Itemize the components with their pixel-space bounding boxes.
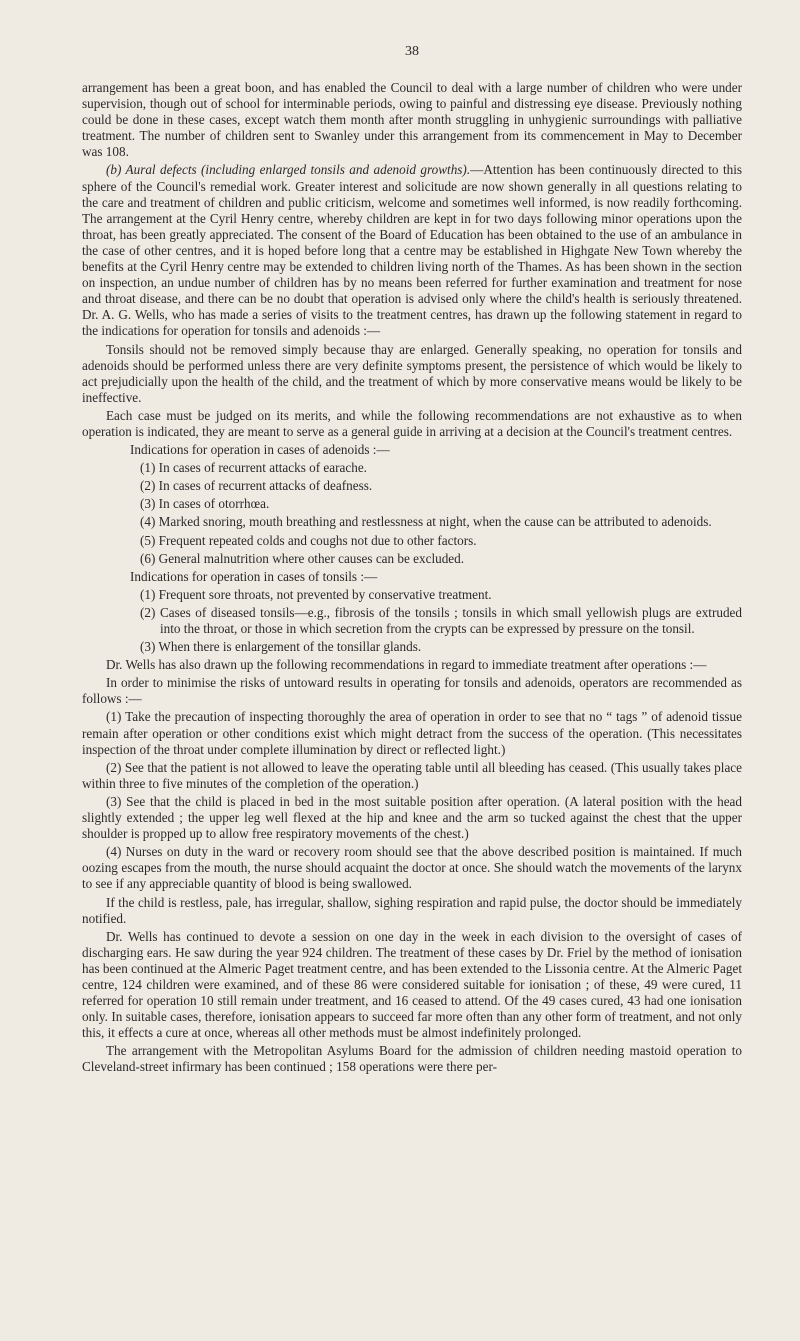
list-item: (1) In cases of recurrent attacks of earache. [140,460,367,476]
minimise-risks-intro: In order to minimise the risks of untoward results in operating for tonsils and adenoids, operators are recommended as follows :— [82,675,742,707]
list-item: (2) In cases of recurrent attacks of deafness. [140,478,373,494]
list-item: (3) When there is enlargement of the tonsillar glands. [140,639,422,655]
tonsils-list [82,587,742,655]
list-item: (5) Frequent repeated colds and coughs not due to other factors. [140,532,477,548]
tonsils-heading: Indications for operation in cases of tonsils :— [130,568,378,584]
list-item: (3) In cases of otorrhœa. [140,496,270,512]
aural-defects-label: (b) Aural defects (including enlarged tonsils and adenoid growths). [106,162,471,178]
list-item: (1) Take the precaution of inspecting thoroughly the area of operation in order to see that no “ tags ” of adenoid tissue remain after operation or other conditions exist which might detract from the success of the operation. (This necessitates inspection of the throat under complete illumination by direct or reflected light.) [82,709,742,757]
list-item: (6) General malnutrition where other causes can be excluded. [140,550,465,566]
list-item: (1) Frequent sore throats, not prevented by conservative treatment. [140,586,492,602]
list-item: If the child is restless, pale, has irregular, shallow, sighing respiration and rapid pulse, the doctor should be immediately notified. [82,894,742,926]
aural-defects-text: —Attention has been continuously directed to this sphere of the Council's remedial work. Greater interest and solicitude are now shown generally in all questions relating to the care and treatment of children and public criticism, welcome and sometimes well informed, is now readily forthcoming. The arrangement at the Cyril Henry centre, whereby children are kept in for two days following minor operations upon the throat, has been greatly appreciated. The consent of the Board of Education has been obtained to the use of an ambulance in the case of other centres, and it is hoped before long that a centre may be established in Highgate New Town whereby the benefits at the Cyril Henry centre may be extended to children living north of the Thames. As has been shown in the section on inspection, an undue number of children has by no means been referred for further examination and treatment for nose and throat disease, and there can be no doubt that operation is advised only where the child's health is seriously threatened. Dr. A. G. Wells, who has made a series of visits to the treatment centres, has drawn up the following statement in regard to the indications for operation for tonsils and adenoids :— [82,162,742,339]
list-item: (4) Marked snoring, mouth breathing and restlessness at night, when the cause can be attributed to adenoids. [140,514,712,530]
tonsils-paragraph: Tonsils should not be removed simply because thay are enlarged. Generally speaking, no operation for tonsils and adenoids should be performed unless there are very definite symptoms present, the persistence of which would be likely to act prejudicially upon the health of the child, and the treatment of which by more conservative means would be likely to be ineffective. [82,341,742,405]
each-case-paragraph: Each case must be judged on its merits, and while the following recommendations are not exhaustive as to when operation is indicated, they are meant to serve as a general guide in arriving at a decision at the Council's treatment centres. [82,407,742,439]
adenoids-heading: Indications for operation in cases of adenoids :— [130,442,390,458]
list-item: (2) See that the patient is not allowed to leave the operating table until all bleeding has ceased. (This usually takes place within three to five minutes of the completion of the operation.) [82,759,742,791]
recommendations-list [82,709,742,926]
list-item: (4) Nurses on duty in the ward or recovery room should see that the above described position is maintained. If much oozing escapes from the mouth, the nurse should acquaint the doctor at once. She should watch the movements of the larynx to see if any appreciable quantity of blood is being swallowed. [82,844,742,892]
adenoids-list [82,460,742,567]
list-item: (2) Cases of diseased tonsils—e.g., fibrosis of the tonsils ; tonsils in which small yellowish plugs are extruded into the throat, or those in which secretion from the crypts can be expressed by pressure on the tonsil. [140,604,742,636]
page-number: 38 [405,44,419,59]
ionisation-paragraph: Dr. Wells has continued to devote a session on one day in the week in each division to the oversight of cases of discharging ears. He saw during the year 924 children. The treatment of these cases by Dr. Friel by the method of ionisation has been continued at the Almeric Paget treatment centre, and has been extended to the Lissonia centre. At the Almeric Paget centre, 124 children were examined, and of these 86 were considered suitable for ionisation ; of these, 49 were cured, 11 referred for operation 10 still remain under treatment, and 16 ceased to attend. Of the 49 cases cured, 43 had one ionisation only. In suitable cases, therefore, ionisation appears to succeed far more often than any other form of treatment, and not only this, it effects a cure at once, whereas all other methods must be almost indefinitely prolonged. [82,928,742,1041]
aural-defects-paragraph [82,162,742,339]
after-operations-intro: Dr. Wells has also drawn up the following recommendations in regard to immediate treatment after operations :— [106,657,707,673]
list-item: (3) See that the child is placed in bed in the most suitable position after operation. (A lateral position with the head slightly extended ; the upper leg well flexed at the hip and knee and the arm so tucked against the chest that the upper shoulder is propped up to allow free respiratory movements of the chest.) [82,793,742,842]
intro-paragraph: arrangement has been a great boon, and has enabled the Council to deal with a large number of children who were under supervision, though out of school for interminable periods, owing to painful and distressing eye disease. Previously nothing could be done in these cases, except watch them month after month struggling in unhygienic surroundings with palliative treatment. The number of children sent to Swanley under this arrangement from its commencement in May to December was 108. [82,80,742,160]
mastoid-paragraph: The arrangement with the Metropolitan Asylums Board for the admission of children needing mastoid operation to Cleveland-street infirmary has been continued ; 158 operations were there per- [82,1043,742,1075]
